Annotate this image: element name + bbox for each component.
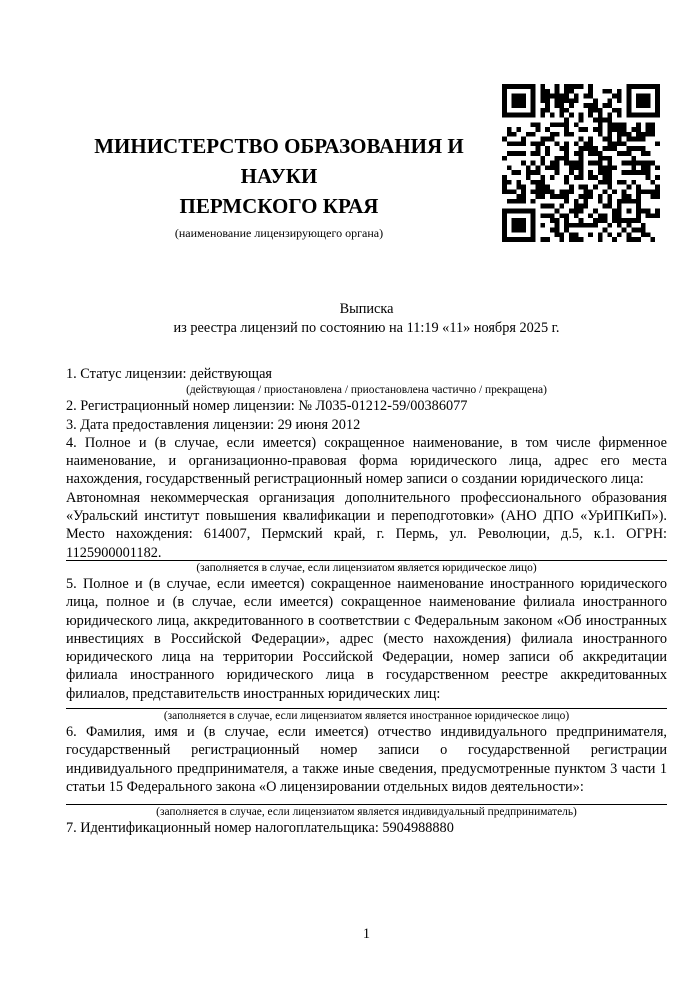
entrepreneur-note: (заполняется в случае, если лицензиатом является индивидуальный предприниматель)	[156, 806, 577, 819]
document-body	[66, 365, 667, 838]
page-number: 1	[362, 926, 371, 942]
licensing-authority-name-line2: ПЕРМСКОГО КРАЯ	[179, 194, 379, 218]
entrepreneur-section-prompt: 6. Фамилия, имя и (в случае, если имеется) отчество индивидуального предпринимателя, государственный регистрационный номер записи о государственной регистрации индивидуального предпринимателя, а также иные сведения, предусмотренные пунктом 3 части 1 статьи 15 Федерального закона «О лицензировании отдельных видов деятельности»:	[66, 724, 667, 795]
foreign-entity-section-prompt: 5. Полное и (в случае, если имеется) сокращенное наименование иностранного юридического лица, полное и (в случае, если имеется) сокращенное наименование филиала иностранного юридического лица, аккредитованного в соответствии с Федеральным законом «Об иностранных инвестициях в Российской Федерации», адрес (место нахождения) филиала иностранного юридического лица на территории Российской Федерации, номер записи об аккредитации филиала иностранного юридического лица в государственном реестре аккредитованных филиалов, представительств иностранных юридических лиц:	[66, 575, 667, 702]
licensing-authority-header	[66, 131, 492, 240]
legal-entity-note: (заполняется в случае, если лицензиатом является юридическое лицо)	[196, 561, 537, 574]
extract-title: Выписка	[339, 301, 394, 317]
licensing-authority-name	[66, 131, 492, 221]
license-status-options-note: (действующая / приостановлена / приостановлена частично / прекращена)	[186, 384, 547, 397]
legal-entity-section-prompt: 4. Полное и (в случае, если имеется) сокращенное наименование, в том числе фирменное наименование, и организационно-правовая форма юридического лица, адрес его места нахождения, государственный регистрационный номер записи о создании юридического лица:	[66, 434, 667, 488]
extract-title-block	[66, 300, 667, 338]
licensing-authority-caption: (наименование лицензирующего органа)	[174, 226, 384, 240]
legal-entity-value: Автономная некоммерческая организация дополнительного профессионального образования «Уральский институт повышения квалификации и переподготовки» (АНО ДПО «УрИПКиП»). Место нахождения: 614007, Пермский край, г. Пермь, ул. Революции, д.5, к.1. ОГРН: 1125900001182.	[66, 489, 667, 561]
extract-subtitle: из реестра лицензий по состоянию на 11:19 «11» ноября 2025 г.	[173, 320, 560, 336]
license-status-line: 1. Статус лицензии: действующая	[66, 366, 272, 382]
licensing-authority-name-line1: МИНИСТЕРСТВО ОБРАЗОВАНИЯ И НАУКИ	[94, 134, 464, 188]
registration-number-line: 2. Регистрационный номер лицензии: № Л035-01212-59/00386077	[66, 398, 468, 415]
license-grant-date-line: 3. Дата предоставления лицензии: 29 июня 2012	[66, 416, 361, 433]
foreign-entity-note: (заполняется в случае, если лицензиатом является иностранное юридическое лицо)	[163, 710, 570, 723]
taxpayer-id-line: 7. Идентификационный номер налогоплательщика: 5904988880	[66, 820, 454, 837]
qr-code	[502, 84, 660, 242]
